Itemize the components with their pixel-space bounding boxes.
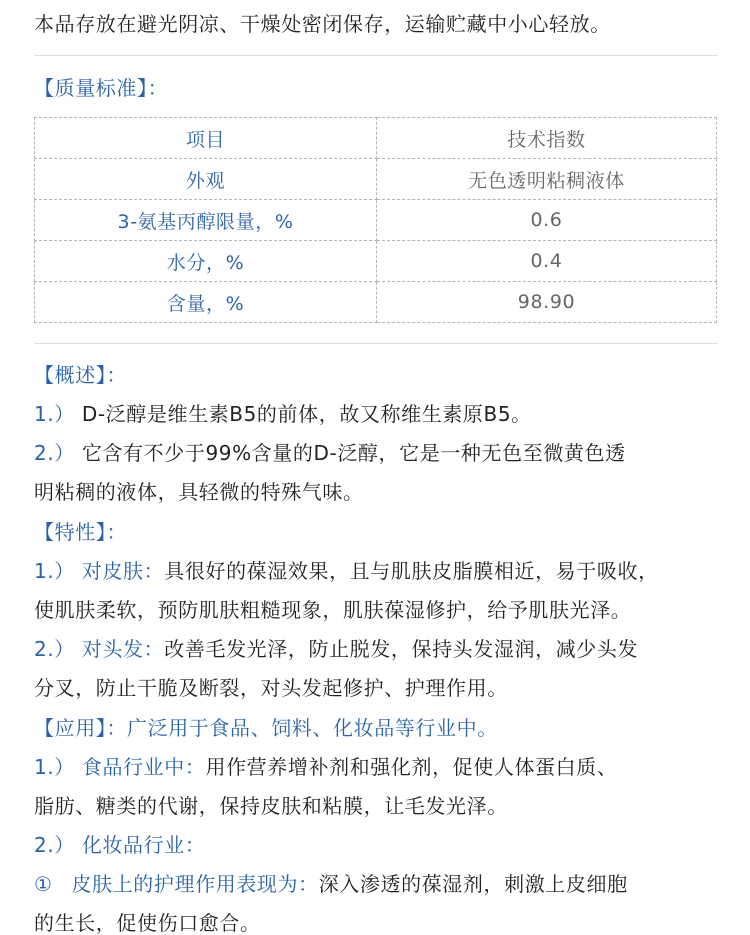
application-item-1-cont: 脂肪、糖类的代谢，保持皮肤和粘膜，让毛发光泽。 [34, 794, 508, 818]
list-label: 食品行业中： [81, 755, 206, 779]
row-item: 3-氨基丙醇限量，% [35, 200, 377, 241]
list-label: 对皮肤： [81, 559, 165, 583]
intro-text: 本品存放在避光阴凉、干燥处密闭保存，运输贮藏中小心轻放。 [34, 12, 611, 36]
overview-item-2 [34, 441, 726, 465]
circled-number: ① [34, 872, 53, 896]
table-row [35, 200, 717, 241]
list-text: 用作营养增补剂和强化剂，促使人体蛋白质、 [205, 755, 618, 779]
divider [34, 55, 718, 56]
table-row [35, 241, 717, 282]
list-label: 化妆品行业： [81, 833, 206, 857]
list-number: 2.） [34, 441, 75, 465]
list-number: 1.） [34, 402, 75, 426]
properties-heading: 【特性】： [34, 520, 127, 544]
list-text: 改善毛发光泽，防止脱发，保持头发湿润，减少头发 [164, 637, 639, 661]
overview-item-1 [34, 402, 726, 426]
list-text: 具很好的葆湿效果，且与肌肤皮脂膜相近，易于吸收， [164, 559, 659, 583]
list-label: 皮肤上的护理作用表现为： [71, 872, 319, 896]
row-value: 0.4 [377, 241, 717, 282]
table-row [35, 282, 717, 323]
properties-item-2-cont: 分叉，防止干脆及断裂，对头发起修护、护理作用。 [34, 676, 508, 700]
list-number: 1.） [34, 559, 75, 583]
header-item: 项目 [35, 118, 377, 159]
overview-item-2-cont: 明粘稠的液体，具轻微的特殊气味。 [34, 480, 364, 504]
application-item-1 [34, 755, 726, 779]
row-value: 98.90 [377, 282, 717, 323]
row-item: 外观 [35, 159, 377, 200]
header-spec: 技术指数 [377, 118, 717, 159]
list-text: 深入渗透的葆湿剂，刺激上皮细胞 [318, 872, 628, 896]
list-number: 1.） [34, 755, 75, 779]
list-label: 对头发： [81, 637, 165, 661]
row-value: 无色透明粘稠液体 [377, 159, 717, 200]
row-value: 0.6 [377, 200, 717, 241]
application-heading: 【应用】：广泛用于食品、饲料、化妆品等行业中。 [34, 716, 498, 740]
list-text: 它含有不少于99%含量的D-泛醇，它是一种无色至微黄色透 [81, 441, 626, 465]
properties-item-1 [34, 559, 726, 583]
application-sub-item-1-cont: 的生长，促使伤口愈合。 [34, 911, 261, 935]
row-item: 水分，% [35, 241, 377, 282]
properties-item-1-cont: 使肌肤柔软，预防肌肤粗糙现象，肌肤葆湿修护，给予肌肤光泽。 [34, 598, 632, 622]
row-item: 含量，% [35, 282, 377, 323]
table-row [35, 159, 717, 200]
divider [34, 343, 718, 344]
list-number: 2.） [34, 637, 75, 661]
overview-heading: 【概述】： [34, 363, 127, 387]
properties-item-2 [34, 637, 726, 661]
spec-table [34, 117, 717, 323]
quality-heading: 【质量标准】： [34, 76, 169, 100]
list-number: 2.） [34, 833, 75, 857]
application-sub-item-1 [34, 872, 726, 896]
table-header-row [35, 118, 717, 159]
list-text: D-泛醇是维生素B5的前体，故又称维生素原B5。 [81, 402, 532, 426]
application-item-2 [34, 833, 726, 857]
